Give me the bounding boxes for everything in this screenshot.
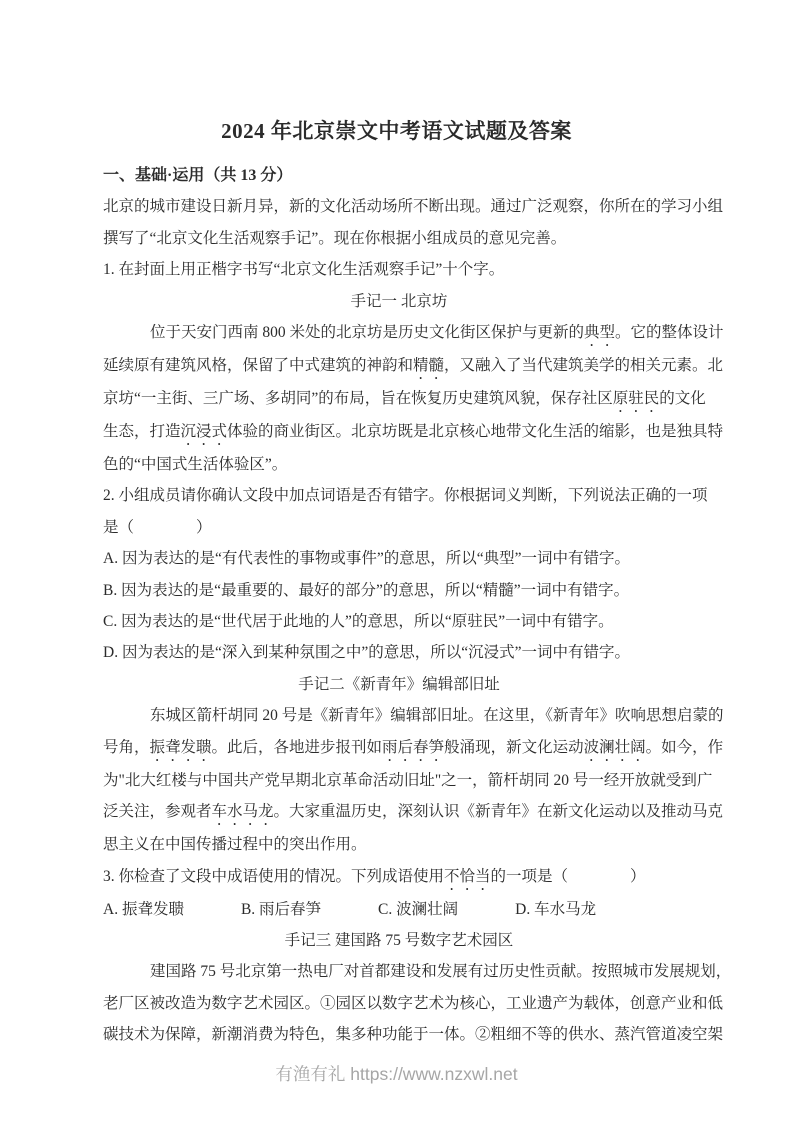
section-heading — [103, 160, 695, 191]
text-segment: ，又融入了当代建筑美学的相关元素。北 — [444, 357, 724, 375]
text-segment: C. 因为表达的是“世代居于此地的人”的意思，所以“原驻民”一词中有错字。 — [103, 613, 614, 631]
text-line — [103, 383, 706, 416]
text-segment: 。如今，作 — [645, 738, 724, 756]
text-line — [103, 223, 695, 254]
text-segment: 体验的商业街区。北京坊既是北京核心地带文化生活的缩影，也是独具特 — [227, 423, 724, 441]
text-segment: 一、基础·运用（共 13 分） — [103, 167, 293, 184]
text-line — [103, 765, 713, 796]
text-line — [103, 829, 695, 860]
text-segment: 手记一 北京坊 — [350, 292, 448, 310]
text-segment: 泛关注，参观者 — [103, 803, 212, 821]
text-segment: 位于天安门西南 800 米处的北京坊是历史文化街区保护与更新的 — [150, 324, 585, 342]
text-segment: 撰写了“北京文化生活观察手记”。现在你根据小组成员的意见完善。 — [103, 229, 567, 247]
answer-blank — [103, 512, 695, 543]
document-body — [103, 160, 732, 1051]
option-item: D. 车水马龙 — [515, 900, 597, 918]
text-segment: 3. 你检查了文段中成语使用的情况。下列成语使用 — [103, 867, 445, 885]
option-a — [103, 543, 695, 574]
text-segment: 碳技术为保障，新潮消费为特色，集多种功能于一体。②粗细不等的供水、蒸汽管道凌空架 — [103, 1026, 724, 1044]
text-segment: 2. 小组成员请你确认文段中加点词语是否有错字。你根据词义判断，下列说法正确的一项 — [103, 487, 708, 505]
emphasized-word: 雨后春笋 — [382, 738, 445, 756]
text-line — [103, 350, 724, 383]
emphasized-word: 不恰当 — [444, 867, 491, 885]
emphasized-word: 典型 — [584, 324, 616, 342]
text-segment: 手记二《新青年》编辑部旧址 — [298, 675, 500, 693]
subheading-note-1 — [103, 286, 695, 317]
subheading-note-2 — [103, 669, 695, 700]
text-segment: 手记三 建国路 75 号数字艺术园区 — [284, 931, 514, 949]
watermark-footer — [0, 1062, 793, 1086]
option-c — [103, 606, 695, 637]
emphasized-word: 车水马龙 — [211, 803, 274, 821]
emphasized-word: 波澜壮阔 — [583, 738, 646, 756]
option-b — [103, 575, 695, 606]
text-segment: 。此后，各地进步报刊如 — [211, 738, 383, 756]
text-line — [103, 1019, 724, 1050]
text-segment: D. 因为表达的是“深入到某种氛围之中”的意思，所以“沉浸式”一词中有错字。 — [103, 644, 630, 662]
emphasized-word: 精髓 — [413, 357, 445, 375]
emphasized-word: 振聋发聩 — [149, 738, 212, 756]
text-segment: 号角， — [103, 738, 150, 756]
question-1 — [103, 254, 695, 285]
text-segment: 生态，打造 — [103, 423, 181, 441]
text-segment: 思主义在中国传播过程中的突出作用。 — [103, 836, 367, 854]
text-segment: 是（ ） — [103, 518, 212, 536]
question-2 — [103, 480, 708, 511]
text-segment: 色的“中国式生活体验区”。 — [103, 456, 288, 474]
text-line — [103, 796, 724, 829]
text-line — [103, 416, 724, 449]
text-segment: 。它的整体设计 — [615, 324, 724, 342]
text-line — [103, 191, 724, 222]
text-segment: 老厂区被改造为数字艺术园区。①园区以数字艺术为核心，工业遗产为载体，创意产业和低 — [103, 994, 724, 1012]
text-segment: 的一项是（ ） — [490, 867, 646, 885]
text-line — [103, 732, 724, 765]
page-title: 2024 年北京崇文中考语文试题及答案 — [221, 119, 572, 143]
options-row — [103, 894, 695, 925]
text-segment: 东城区箭杆胡同 20 号是《新青年》编辑部旧址。在这里，《新青年》吹响思想启蒙的 — [150, 707, 724, 725]
emphasized-word: 沉浸式 — [180, 423, 228, 441]
text-line — [103, 317, 724, 350]
watermark-text: 有渔有礼 https://www.nzxwl.net — [275, 1064, 518, 1084]
text-segment: 北京的城市建设日新月异，新的文化活动场所不断出现。通过广泛观察，你所在的学习小组 — [103, 198, 724, 216]
option-d — [103, 637, 695, 668]
text-segment: 京坊“一主街、三广场、多胡同”的布局，旨在恢复历史建筑风貌，保存社区 — [103, 390, 613, 408]
text-segment: 建国路 75 号北京第一热电厂对首都建设和发展有过历史性贡献。按照城市发展规划， — [150, 963, 732, 981]
text-line — [103, 449, 695, 480]
text-segment: B. 因为表达的是“最重要的、最好的部分”的意思，所以“精髓”一词中有错字。 — [103, 581, 630, 599]
text-segment: 般涌现，新文化运动 — [444, 738, 584, 756]
option-item: C. 波澜壮阔 — [378, 900, 459, 918]
subheading-note-3 — [103, 925, 695, 956]
text-line — [103, 956, 732, 987]
text-line — [103, 700, 724, 731]
option-item: A. 振聋发聩 — [103, 900, 184, 918]
text-segment: 1. 在封面上用正楷字书写“北京文化生活观察手记”十个字。 — [103, 261, 505, 279]
text-segment: 延续原有建筑风格，保留了中式建筑的神韵和 — [103, 357, 414, 375]
text-segment: 的文化 — [659, 390, 706, 408]
text-segment: 为"北大红楼与中国共产党早期北京革命活动旧址"之一，箭杆胡同 20 号一经开放就受到广 — [103, 771, 713, 789]
option-item: B. 雨后春笋 — [240, 900, 322, 918]
text-line — [103, 988, 724, 1019]
text-segment: 。大家重温历史，深刻认识《新青年》在新文化运动以及推动马克 — [273, 803, 724, 821]
text-segment: A. 因为表达的是“有代表性的事物或事件”的意思，所以“典型”一词中有错字。 — [103, 550, 630, 568]
emphasized-word: 原驻民 — [612, 390, 660, 408]
question-3 — [103, 861, 695, 894]
